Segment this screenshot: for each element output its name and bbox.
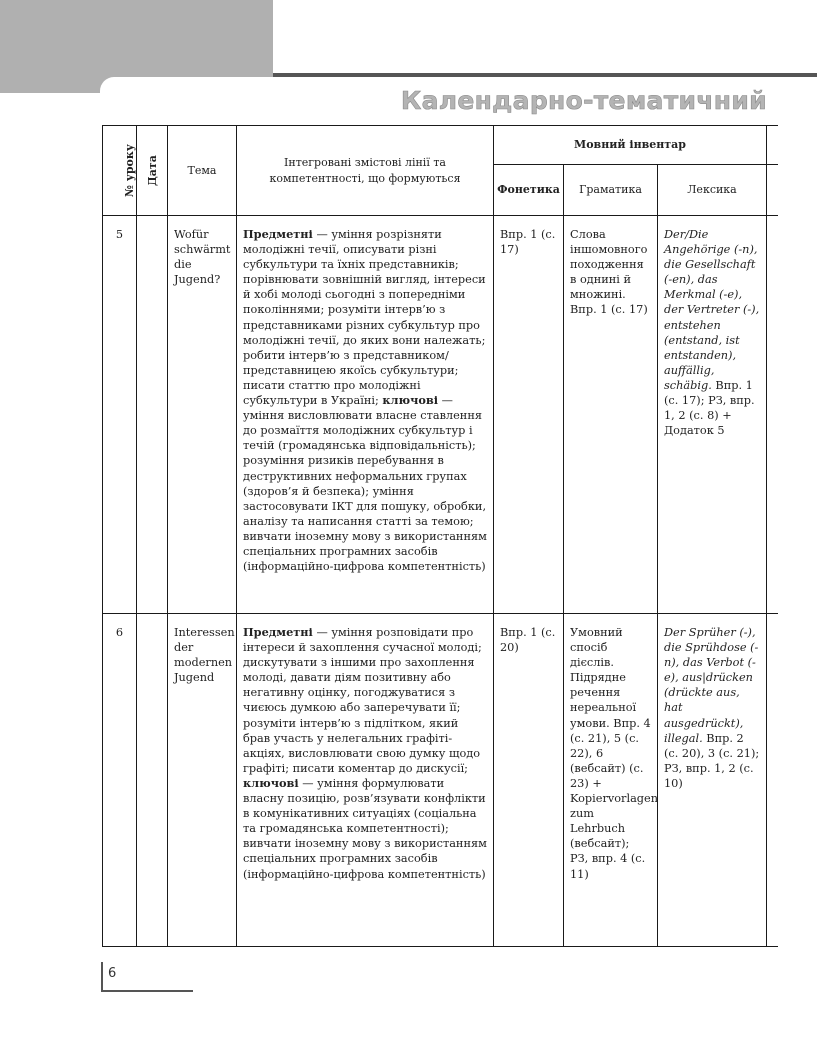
page-number: 6: [108, 966, 117, 981]
header-date-label: Дата: [145, 155, 159, 186]
header-rule: [273, 73, 817, 77]
header-grammar: [564, 165, 658, 216]
header-topic-label: Тема: [187, 163, 217, 177]
lexis-vocabulary: Der Sprüher (-), die Sprühdose (-n), das Verbot (-e), aus|drücken (drückte aus, hat ausgedrückt), illegal.: [664, 626, 759, 745]
lesson-lexis: [658, 614, 767, 947]
header-topic: [168, 126, 237, 216]
subject-text: — уміння розрізняти молодіжні течії, описувати різні субкультури та їхніх представників; порівнювати зовнішній вигляд, інтереси й хобі молоді сьогодні з попередніми поколіннями; розуміти інтерв’ю з представниками різних субкультур про молодіжні течії, до яких вони належать; робити інтерв’ю з представником/представницею якоїсь субкультури; писати статтю про молодіжні субкультури в Україні;: [243, 228, 486, 408]
header-competences-label: Інтегровані змістові лінії та компетентності, що формуються: [269, 156, 461, 185]
header-lesson-no: [103, 126, 137, 216]
lesson-number: 5: [103, 216, 137, 614]
header-phonetics-label: Фонетика: [497, 183, 560, 197]
table-continuation-line: [765, 946, 778, 947]
lesson-grammar: Умовний спосіб дієслів. Підрядне речення нереальної умови. Впр. 4 (с. 21), 5 (с. 22), 6 (вебсайт) (с. 23) + Kopiervorlagen zum Lehrbuch (вебсайт); РЗ, впр. 4 (с. 11): [564, 614, 658, 947]
lesson-phonetics: Впр. 1 (с. 20): [494, 614, 564, 947]
table-row: [103, 614, 767, 947]
lesson-date: [137, 614, 168, 947]
header-gray-block: [0, 0, 273, 77]
key-text: — уміння висловлювати власне ставлення до розмаїття молодіжних субкультур і течій (громадянська відповідальність); розуміння ризиків перебування в деструктивних неформальних групах (здоров’я й безпека); уміння застосовувати ІКТ для пошуку, обробки, аналізу та написання статті за темою; вивчати іноземну мову з використанням спеціальних програмних засобів (інформаційно-цифрова компетентність): [243, 394, 487, 574]
subject-label: Предметні: [243, 227, 313, 241]
lexis-vocabulary: Der/Die Angehörige (-n), die Gesellschaft (-en), das Merkmal (-e), der Vertreter (-), entstehen (entstand, ist entstanden), auffällig, schäbig.: [664, 228, 760, 392]
header-grammar-label: Граматика: [579, 183, 642, 197]
lexis-exercises: Впр. 1 (с. 17); РЗ, впр. 1, 2 (с. 8) + Додаток 5: [664, 378, 755, 438]
key-text: — уміння формулювати власну позицію, розв’язувати конфлікти в комунікативних ситуаціях (соціальна та громадянська компетентності); вивчати іноземну мову з використанням спеціальних програмних засобів (інформаційно-цифрова компетентність): [243, 776, 487, 881]
lesson-plan-table: [102, 125, 767, 947]
table-continuation-line: [765, 613, 778, 614]
lesson-number: 6: [103, 614, 137, 947]
key-label: ключові: [382, 393, 439, 408]
header-language-inventory-label: Мовний інвентар: [574, 138, 686, 152]
page-number-bracket-horizontal: [101, 990, 193, 992]
lesson-lexis: [658, 216, 767, 614]
lesson-competences: [237, 216, 494, 614]
table-continuation-line: [765, 215, 778, 216]
header-competences: [237, 126, 494, 216]
table-row: [103, 216, 767, 614]
table-continuation-line: [765, 164, 778, 165]
subject-text: — уміння розповідати про інтереси й захоплення сучасної молоді; дискутувати з іншими про захоплення молоді, давати діям позитивну або негативну оцінку, погоджуватися з чиєюсь думкою або заперечувати її; розуміти інтерв’ю з підлітком, який брав участь у нелегальних графіті-акціях, висловлювати свою думку щодо графіті; писати коментар до дискусії;: [243, 626, 482, 775]
subject-label: Предметні: [243, 625, 313, 639]
lesson-topic: Wofür schwärmt die Jugend?: [168, 216, 237, 614]
header-gray-tab: [0, 76, 100, 93]
lesson-date: [137, 216, 168, 614]
lesson-topic: Interessen der modernen Jugend: [168, 614, 237, 947]
header-phonetics: [494, 165, 564, 216]
lexis-exercises: Впр. 2 (с. 20), 3 (с. 21); РЗ, впр. 1, 2 (с. 10): [664, 731, 760, 790]
header-lexis-label: Лексика: [687, 183, 737, 197]
header-lexis: [658, 165, 767, 216]
lesson-plan-table-wrap: [102, 125, 767, 947]
key-label: ключові: [243, 775, 299, 790]
header-gray-curve: [100, 76, 114, 93]
section-title: Календарно-тематичний: [400, 86, 767, 115]
page-number-bracket-vertical: [101, 962, 103, 992]
lesson-grammar: Слова іншомовного походження в однині й множині. Впр. 1 (с. 17): [564, 216, 658, 614]
lesson-competences: [237, 614, 494, 947]
header-language-inventory: [494, 126, 767, 165]
lesson-phonetics: Впр. 1 (с. 17): [494, 216, 564, 614]
header-date: [137, 126, 168, 216]
table-continuation-line: [765, 125, 778, 126]
header-lesson-no-label: № уроку: [122, 144, 136, 197]
